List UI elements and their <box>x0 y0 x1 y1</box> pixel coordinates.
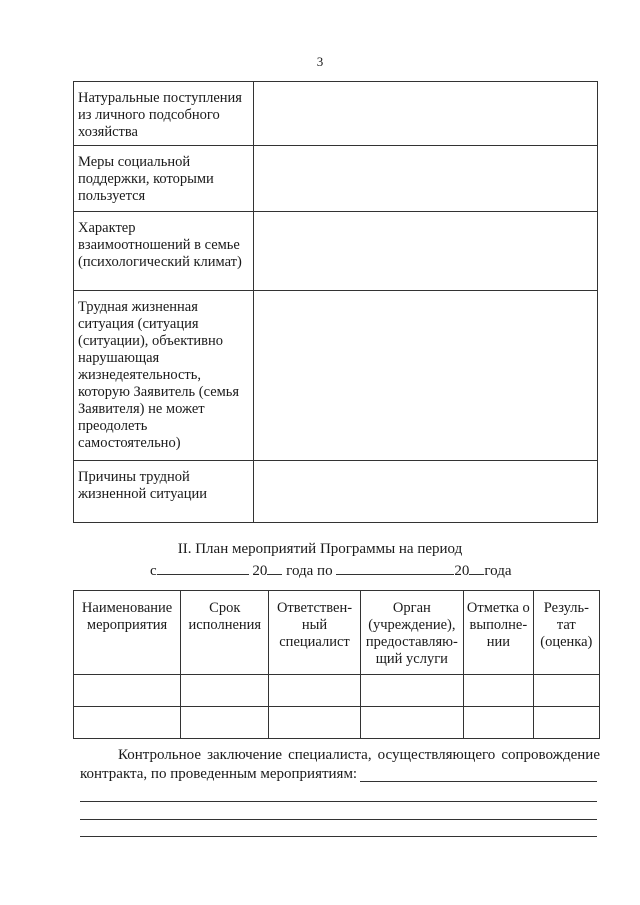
row-label: Характер взаимоотношений в семье (психологический климат) <box>74 212 254 291</box>
table-cell[interactable] <box>181 675 269 707</box>
table-cell[interactable] <box>269 675 360 707</box>
row-value-cell[interactable] <box>254 146 598 212</box>
conclusion-text: Контрольное заключение специалиста, осуществляющего сопровождение контракта, по проведенным мероприятиям: <box>80 747 600 782</box>
table-cell[interactable] <box>533 707 599 739</box>
period-start-field[interactable] <box>157 561 249 575</box>
row-value-cell[interactable] <box>254 82 598 146</box>
table-row <box>74 291 598 461</box>
table-cell[interactable] <box>533 675 599 707</box>
table-cell[interactable] <box>360 675 464 707</box>
row-value-cell[interactable] <box>254 291 598 461</box>
row-value-cell[interactable] <box>254 212 598 291</box>
year-end-field[interactable] <box>469 561 484 575</box>
year-suffix: года <box>484 563 512 579</box>
table-cell[interactable] <box>464 675 534 707</box>
conclusion-line[interactable] <box>80 819 597 820</box>
year-start-field[interactable] <box>267 561 282 575</box>
column-header: Резуль-тат (оценка) <box>533 591 599 675</box>
year-prefix: 20 <box>454 563 470 579</box>
table-row <box>74 707 600 739</box>
page-number: 3 <box>316 54 324 69</box>
conclusion-line[interactable] <box>80 801 597 802</box>
year-prefix: 20 <box>252 563 268 579</box>
plan-table <box>73 590 600 739</box>
row-label: Причины трудной жизненной ситуации <box>74 461 254 523</box>
column-header: Орган (учреждение), предоставляю-щий услуги <box>360 591 464 675</box>
table-row <box>74 675 600 707</box>
section-title: II. План мероприятий Программы на период <box>177 541 463 557</box>
conclusion-line[interactable] <box>360 781 597 782</box>
period-line <box>150 561 511 580</box>
period-end-field[interactable] <box>336 561 454 575</box>
column-header: Ответствен-ный специалист <box>269 591 360 675</box>
column-header: Отметка о выполне-нии <box>464 591 534 675</box>
conclusion-line[interactable] <box>80 836 597 837</box>
table-header-row <box>74 591 600 675</box>
row-label: Натуральные поступления из личного подсобного хозяйства <box>74 82 254 146</box>
table-cell[interactable] <box>269 707 360 739</box>
table-cell[interactable] <box>464 707 534 739</box>
column-header: Наименование мероприятия <box>74 591 181 675</box>
table-cell[interactable] <box>360 707 464 739</box>
conclusion-paragraph <box>80 746 600 784</box>
table-row <box>74 212 598 291</box>
period-from-prefix: с <box>150 563 157 579</box>
table-row <box>74 461 598 523</box>
client-info-table <box>73 81 598 523</box>
column-header: Срок исполнения <box>181 591 269 675</box>
table-row <box>74 146 598 212</box>
period-to-text: года по <box>286 563 333 579</box>
row-value-cell[interactable] <box>254 461 598 523</box>
table-cell[interactable] <box>74 675 181 707</box>
table-row <box>74 82 598 146</box>
table-cell[interactable] <box>181 707 269 739</box>
table-cell[interactable] <box>74 707 181 739</box>
row-label: Трудная жизненная ситуация (ситуация (ситуации), объективно нарушающая жизнедеятельность, которую Заявитель (семья Заявителя) не может преодолеть самостоятельно) <box>74 291 254 461</box>
row-label: Меры социальной поддержки, которыми пользуется <box>74 146 254 212</box>
